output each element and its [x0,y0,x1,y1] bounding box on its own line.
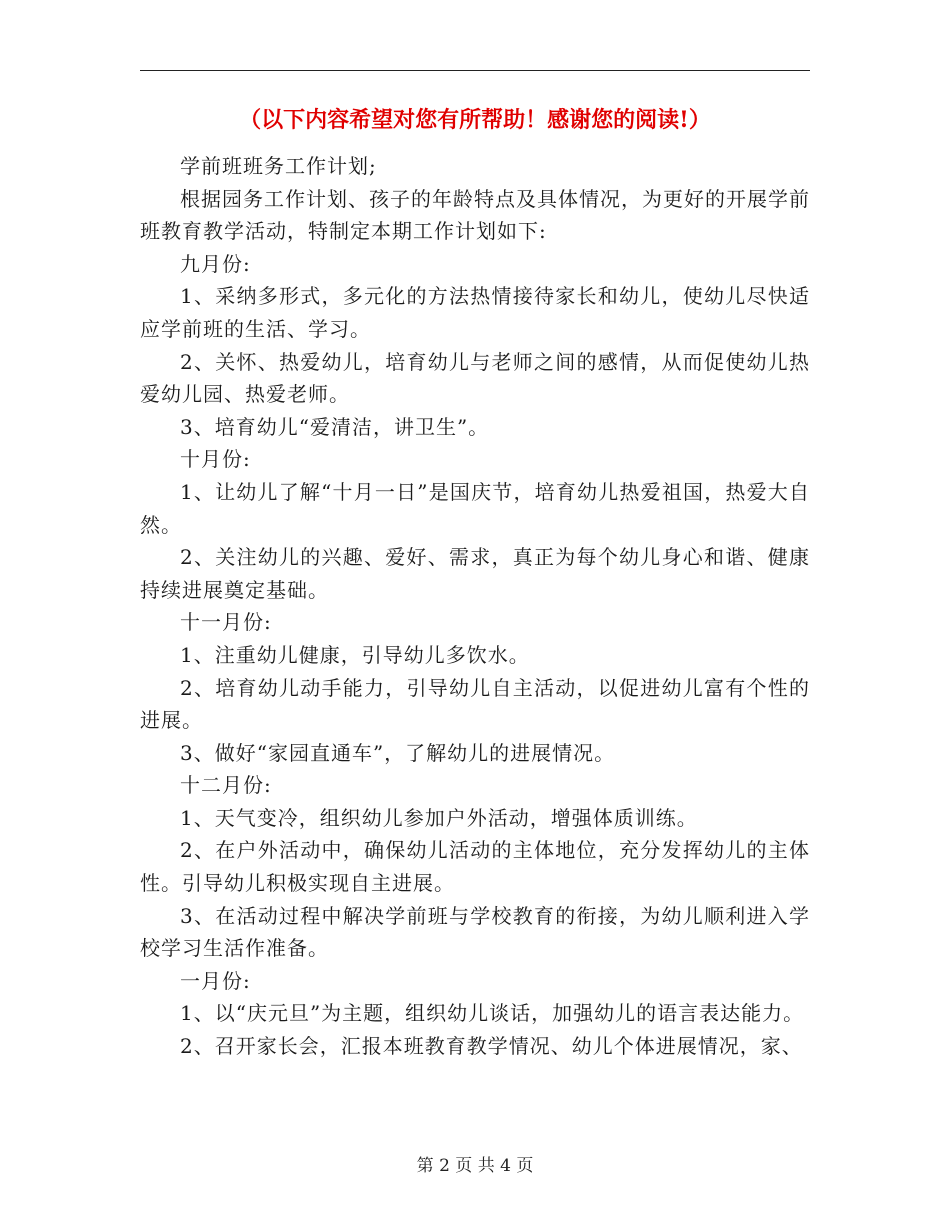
list-item: 1、注重幼儿健康，引导幼儿多饮水。 [180,642,530,667]
list-item: 1、采纳多形式，多元化的方法热情接待家长和幼儿，使幼儿尽快适应学前班的生活、学习。 [140,284,810,341]
list-item: 2、召开家长会，汇报本班教育教学情况、幼儿个体进展情况，家、 [180,1034,803,1059]
list-item: 2、在户外活动中，确保幼儿活动的主体地位，充分发挥幼儿的主体性。引导幼儿积极实现自主进展。 [140,838,810,896]
page-footer [0,1156,950,1176]
list-item: 2、关怀、热爱幼儿，培育幼儿与老师之间的感情，从而促使幼儿热爱幼儿园、热爱老师。 [140,349,810,407]
section-heading-september: 九月份: [180,251,251,276]
document-body [140,150,810,1063]
section-heading-october: 十月份: [180,447,251,472]
list-item: 1、天气变冷，组织幼儿参加户外活动，增强体质训练。 [180,805,698,830]
paragraph-intro: 根据园务工作计划、孩子的年龄特点及具体情况，为更好的开展学前班教育教学活动，特制定本期工作计划如下: [140,186,810,244]
list-item: 1、让幼儿了解“十月一日”是国庆节，培育幼儿热爱祖国，热爱大自然。 [140,479,810,537]
paragraph-title: 学前班班务工作计划; [180,154,377,178]
list-item: 2、培育幼儿动手能力，引导幼儿自主活动，以促进幼儿富有个性的进展。 [140,675,810,733]
section-heading-december: 十二月份: [180,773,272,798]
list-item: 3、在活动过程中解决学前班与学校教育的衔接，为幼儿顺利进入学校学习生活作准备。 [140,903,810,961]
section-heading-january: 一月份: [180,968,251,993]
list-item: 1、以“庆元旦”为主题，组织幼儿谈话，加强幼儿的语言表达能力。 [180,1001,805,1026]
section-heading-november: 十一月份: [180,610,272,635]
list-item: 2、关注幼儿的兴趣、爱好、需求，真正为每个幼儿身心和谐、健康持续进展奠定基础。 [140,545,810,602]
page-number-label: 第 2 页 共 4 页 [416,1156,534,1176]
list-item: 3、做好“家园直通车”，了解幼儿的进展情况。 [180,740,616,765]
header-rule [140,70,810,71]
list-item: 3、培育幼儿“爱清洁，讲卫生”。 [180,414,490,439]
notice-banner: （以下内容希望对您有所帮助！感谢您的阅读!） [239,107,711,133]
